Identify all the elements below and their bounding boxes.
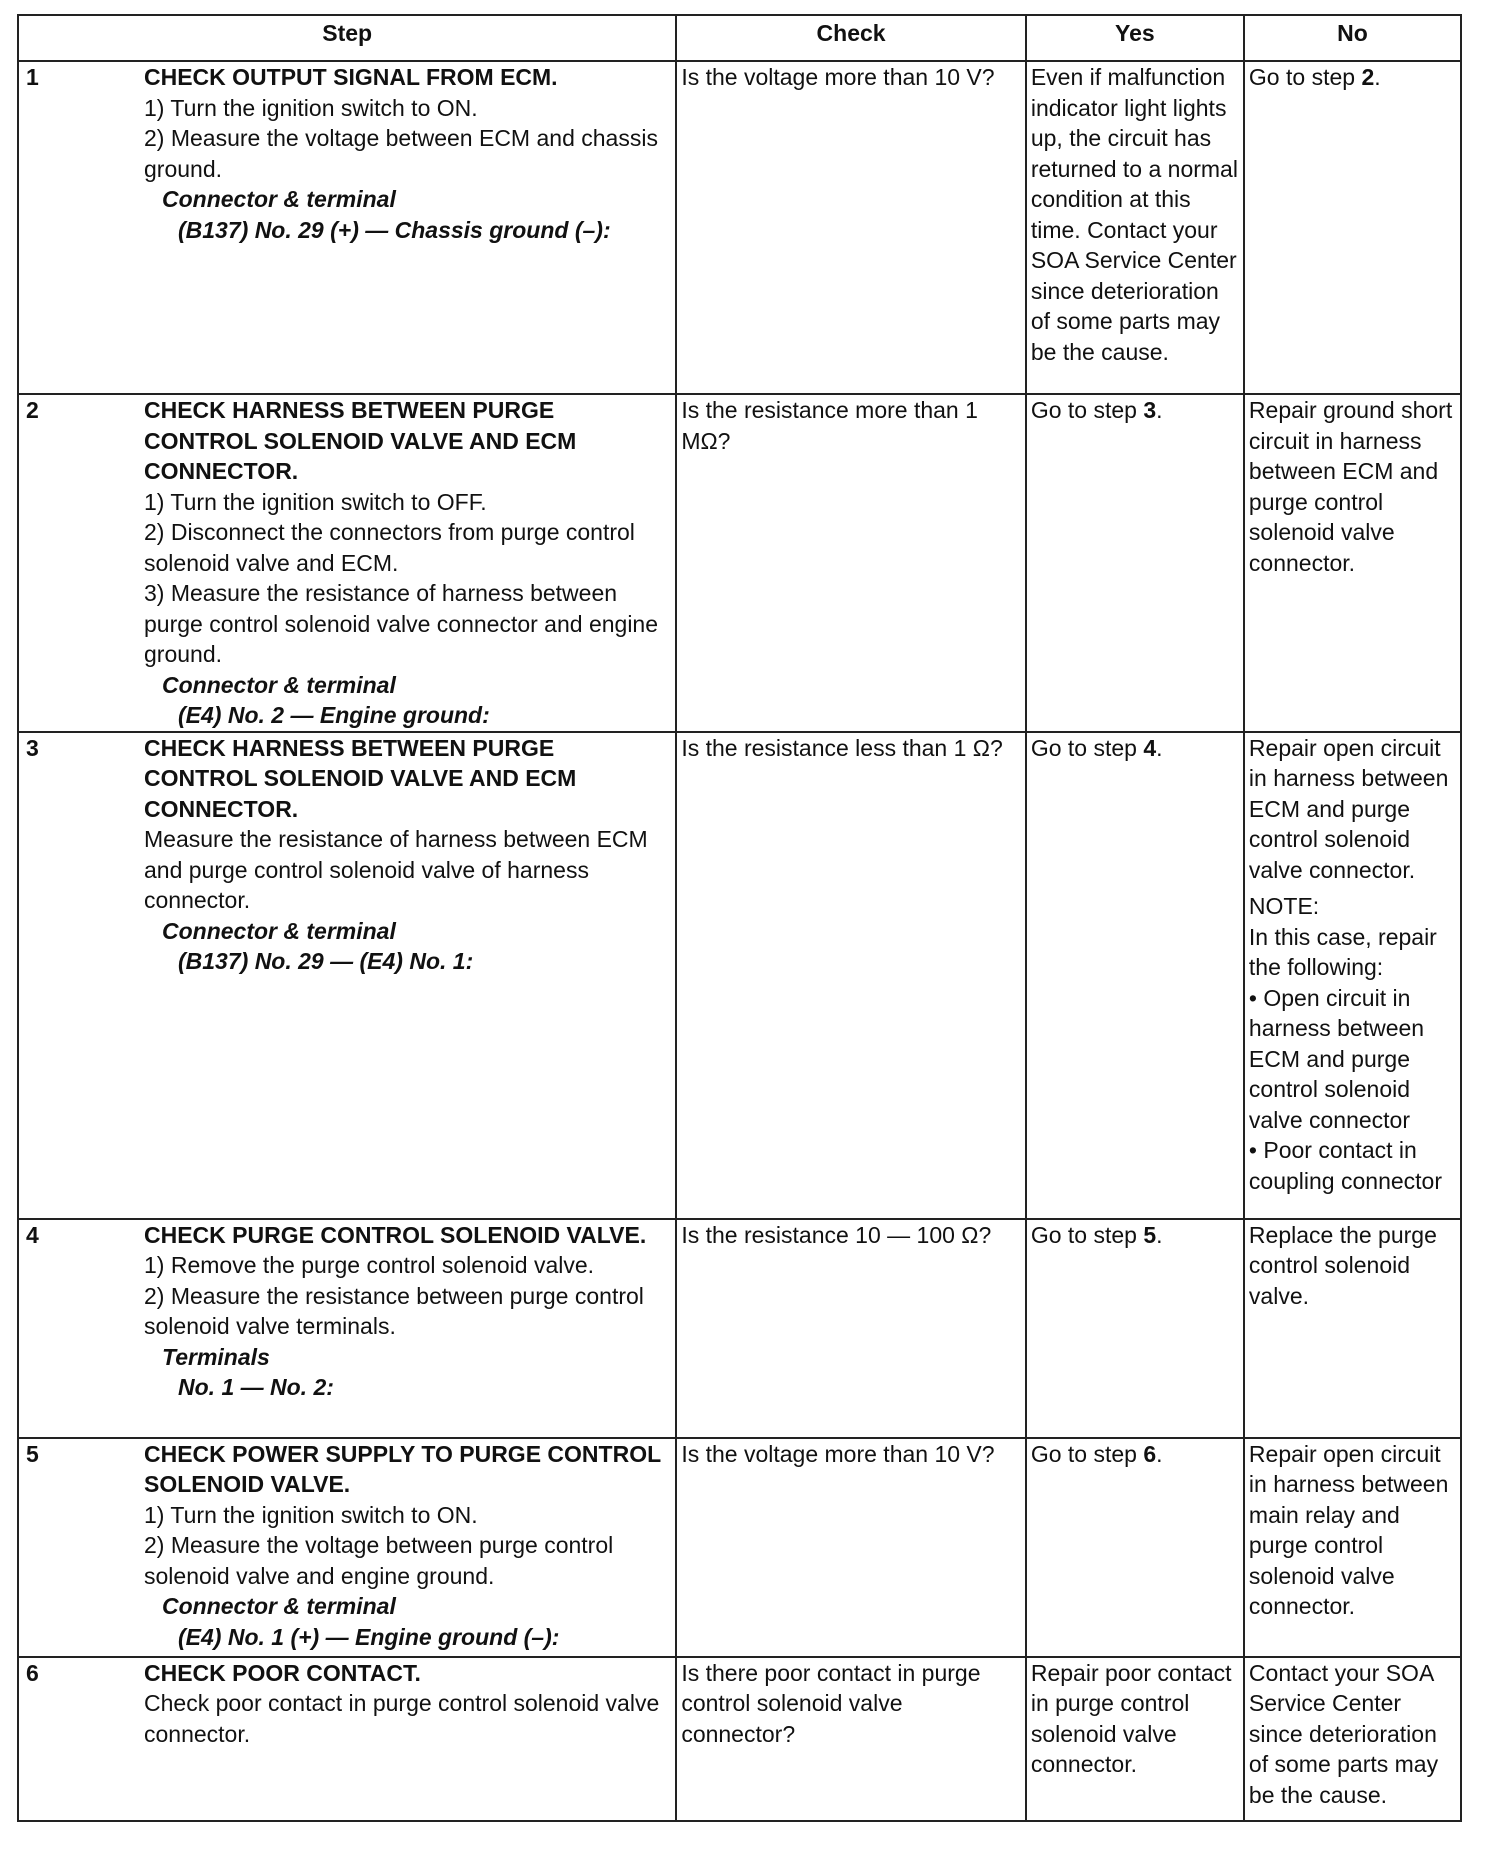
yes-text-suffix: . xyxy=(1156,397,1163,423)
check-cell: Is there poor contact in purge control solenoid valve connector? xyxy=(676,1657,1026,1821)
yes-cell xyxy=(1026,394,1244,732)
no-text: Repair open circuit in harness between ECM and purge control solenoid valve connector. xyxy=(1248,734,1449,883)
note-bullet: • Poor contact in coupling connector xyxy=(1249,1135,1456,1196)
connector-value: (E4) No. 1 (+) — Engine ground (–): xyxy=(178,1623,560,1650)
connector-value: (B137) No. 29 — (E4) No. 1: xyxy=(178,948,474,974)
step-number: 4 xyxy=(26,1221,39,1248)
header-check: Check xyxy=(676,15,1026,61)
step-cell xyxy=(18,1438,676,1657)
connector-label: Connector & terminal xyxy=(162,1593,396,1619)
step-number: 2 xyxy=(26,397,39,423)
no-cell xyxy=(1244,61,1461,394)
yes-cell xyxy=(1026,1219,1244,1438)
note-title: NOTE: xyxy=(1248,893,1320,919)
no-cell: Replace the purge control solenoid valve. xyxy=(1244,1219,1461,1438)
yes-text: Go to step xyxy=(1030,1440,1144,1467)
step-title: CHECK OUTPUT SIGNAL FROM ECM. xyxy=(144,64,558,90)
no-cell xyxy=(1244,732,1461,1219)
check-cell: Is the resistance more than 1 MΩ? xyxy=(676,394,1026,732)
yes-text-suffix: . xyxy=(1156,734,1163,761)
step-instruction: 1) Turn the ignition switch to OFF. xyxy=(144,488,487,515)
goto-step-number: 5 xyxy=(1143,1221,1157,1248)
goto-step-number: 4 xyxy=(1143,734,1157,761)
step-cell xyxy=(18,61,676,394)
step-instruction: 2) Measure the resistance between purge control solenoid valve terminals. xyxy=(144,1282,644,1339)
step-title: CHECK HARNESS BETWEEN PURGE CONTROL SOLENOID VALVE AND ECM CONNECTOR. xyxy=(144,734,577,822)
step-title: CHECK PURGE CONTROL SOLENOID VALVE. xyxy=(144,1221,647,1248)
connector-value: (B137) No. 29 (+) — Chassis ground (–): xyxy=(178,216,611,243)
step-instruction: Measure the resistance of harness between ECM and purge control solenoid valve of harness connector. xyxy=(144,826,648,913)
no-cell: Repair open circuit in harness between main relay and purge control solenoid valve connector. xyxy=(1244,1438,1461,1657)
step-instruction: Check poor contact in purge control solenoid valve connector. xyxy=(144,1690,660,1747)
step-instruction: 2) Measure the voltage between purge control solenoid valve and engine ground. xyxy=(144,1532,614,1589)
connector-value: (E4) No. 2 — Engine ground: xyxy=(178,702,490,728)
step-instruction: 2) Measure the voltage between ECM and chassis ground. xyxy=(144,125,658,182)
connector-label: Connector & terminal xyxy=(162,917,396,944)
no-cell: Contact your SOA Service Center since deterioration of some parts may be the cause. xyxy=(1244,1657,1461,1821)
check-cell: Is the resistance less than 1 Ω? xyxy=(676,732,1026,1219)
table-row xyxy=(18,1438,1461,1657)
terminals-value: No. 1 — No. 2: xyxy=(178,1374,334,1400)
connector-label: Connector & terminal xyxy=(162,671,396,698)
yes-text-suffix: . xyxy=(1156,1221,1163,1248)
step-instruction: 2) Disconnect the connectors from purge control solenoid valve and ECM. xyxy=(144,519,635,576)
header-yes: Yes xyxy=(1026,15,1244,61)
yes-text-suffix: . xyxy=(1156,1440,1163,1467)
check-cell: Is the resistance 10 — 100 Ω? xyxy=(676,1219,1026,1438)
yes-cell: Even if malfunction indicator light lights up, the circuit has returned to a normal condition at this time. Contact your SOA Service Center since deterioration of some parts may be the cause. xyxy=(1026,61,1244,394)
diagnostic-procedure-table xyxy=(17,14,1462,1822)
step-instruction: 1) Turn the ignition switch to ON. xyxy=(144,1501,478,1528)
note-text: In this case, repair the following: xyxy=(1248,923,1437,980)
note-bullet: • Open circuit in harness between ECM and purge control solenoid valve connector xyxy=(1249,983,1456,1136)
step-title: CHECK POOR CONTACT. xyxy=(144,1659,421,1686)
step-number: 1 xyxy=(26,64,39,90)
yes-text: Go to step xyxy=(1030,1221,1144,1248)
yes-text: Go to step xyxy=(1030,397,1144,423)
goto-step-number: 3 xyxy=(1143,397,1157,423)
check-cell: Is the voltage more than 10 V? xyxy=(676,1438,1026,1657)
table-row xyxy=(18,1657,1461,1821)
step-title: CHECK HARNESS BETWEEN PURGE CONTROL SOLENOID VALVE AND ECM CONNECTOR. xyxy=(144,397,577,484)
table-row xyxy=(18,61,1461,394)
yes-cell xyxy=(1026,732,1244,1219)
step-cell xyxy=(18,732,676,1219)
step-cell xyxy=(18,1219,676,1438)
no-cell: Repair ground short circuit in harness between ECM and purge control solenoid valve connector. xyxy=(1244,394,1461,732)
yes-cell: Repair poor contact in purge control solenoid valve connector. xyxy=(1026,1657,1244,1821)
table-row xyxy=(18,1219,1461,1438)
step-number: 5 xyxy=(26,1440,39,1467)
step-number: 6 xyxy=(26,1659,39,1686)
step-title: CHECK POWER SUPPLY TO PURGE CONTROL SOLENOID VALVE. xyxy=(144,1440,661,1497)
terminals-label: Terminals xyxy=(162,1343,270,1370)
table-row xyxy=(18,732,1461,1219)
no-text-suffix: . xyxy=(1374,64,1381,90)
step-cell xyxy=(18,1657,676,1821)
header-step: Step xyxy=(18,15,676,61)
step-cell xyxy=(18,394,676,732)
step-instruction: 1) Turn the ignition switch to ON. xyxy=(144,94,478,121)
check-cell: Is the voltage more than 10 V? xyxy=(676,61,1026,394)
step-instruction: 3) Measure the resistance of harness between purge control solenoid valve connector and engine ground. xyxy=(144,580,659,667)
step-number: 3 xyxy=(26,734,39,761)
header-no: No xyxy=(1244,15,1461,61)
yes-cell xyxy=(1026,1438,1244,1657)
goto-step-number: 2 xyxy=(1361,64,1375,90)
step-instruction: 1) Remove the purge control solenoid valve. xyxy=(144,1252,595,1278)
connector-label: Connector & terminal xyxy=(162,186,396,212)
header-row xyxy=(18,15,1461,61)
table-row xyxy=(18,394,1461,732)
no-text: Go to step xyxy=(1248,64,1362,90)
yes-text: Go to step xyxy=(1030,734,1144,761)
goto-step-number: 6 xyxy=(1143,1440,1157,1467)
